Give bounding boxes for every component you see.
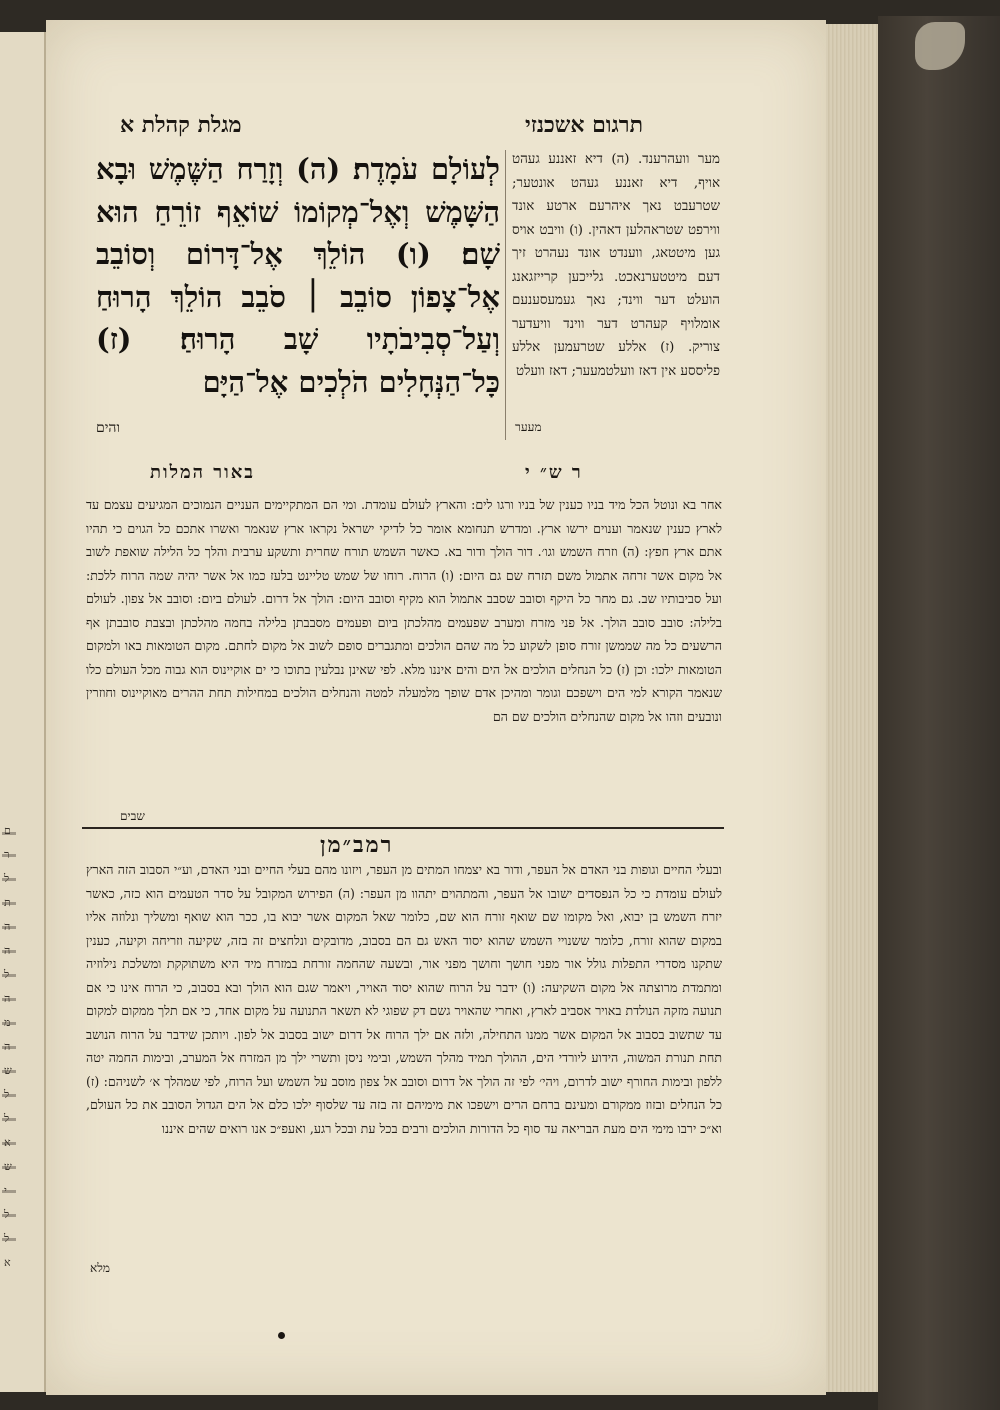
page-edges xyxy=(826,24,878,1392)
facing-page-letter: ה xyxy=(4,1040,11,1053)
scripture-catchword: והים xyxy=(96,420,121,436)
facing-page-edge xyxy=(0,32,46,1392)
ramban-commentary: ובעלי החיים וגופות בני האדם אל העפר, ודור בא יצמחו המתים מן העפר, ויזונו מהם בעלי החיים ובני האדם, וע״י הסבוב הזה הארץ לעולם עומדת כי כל הנפסדים ישובו אל העפר, והמתהוים יתהוו מן העפר: (ה) הפירוש המקובל על סדר הטעמים הוא כזה, כאשר יזרח השמש בן יבוא, ואל מקומו שם שואף זורח הוא שם, כלומר שאל המקום אשר יבוא בו, ככר הוא שואף ומשליך ונלוזה אליו במקום שהוא זורח, כלומר ששנויי השמש שהוא יסוד האש גם הם בסבוב, מדובקים ונלחצים זה בזה, שקיעה וזריחה וקיעה, כענין שתקנו מסדרי התפלות גולל אור מפני חושך וחושך מפני אור, ובשעה שהחמה זורחת במזרח מיד היא משתוקקת ומשלכת נילוזיה ומתמדת מרוצתה אל מקום השקיעה: (ו) ידבר על הרוח שהוא יסוד האויר, ויאמר שגם הוא הולך ובא בסבוב, כי הרוח אינו כי אם תנועה מזקה הנולדת באויר אסביב לארץ, ואחרי שהאויר גשם דק שפוגי לא תשאר התנועה על מקום אחד, כי אם תלך ממקום למקום עד שתשוב בסבוב אל המקום אשר ממנו התחילה, ולזה אם ילך הרוח אל דרום ישוב בסבוב אל לפון. ויותכן שידבר על הרוח הנושב תחת תנורת המשוה, הידוע ליורדי הים, ההולך תמיד מהלך השמש, ובימי ניסן ותשרי ילך מן המזרח אל המערב, ובימות החמה יטה ללפון ובימות החורף ישוב לדרום, ויהי׳ לפי זה הולך אל דרום וסובב אל צפון מוסב על השמש ועל הרוח, לפי שמהלך א׳ לשניהם: (ז) כל הנחלים ובזוז ממקורם ומעינם ברחם הרים וישפכו את מימיהם זה בזה עד שלסוף ילכו כלם אל הים הגדול הסובב את כל העולם, וא״כ ירבו מימי הים מעת הבריאה עד סוף כל הדורות הולכים ורבים בכל עת ובכל רגע, ואעפ״כ אנו רואים שהים איננו xyxy=(86,862,722,1136)
facing-page-letter: ר xyxy=(4,848,10,861)
targum-text: מער וועהרענד. (ה) דיא זאננע געהט אויף, דיא זאננע געהט אונטער; שטרעבט נאך איהרעם ארטע אונד ווירפט שטראהלען דאהין. (ו) וויבט אויס גען מיטטאג, ווענדט אונד נעהרט זיך דעם מיטטערנאכט. גלייכען קרייזגאנג הועלט דער ווינד; נאך געמעסענעם אומלויף קעהרט דער ווינד וויעדער צוריק. (ז) אללע שטרעמען אללע פליססע אין דאז וועלטמעער; דאז וועלט xyxy=(512,152,720,379)
facing-page-letter: ל xyxy=(4,872,10,885)
book-spine xyxy=(878,16,1000,1410)
rashi-heading: ר ש״ י xyxy=(525,462,583,483)
ramban-catchword: מלא xyxy=(90,1261,110,1275)
biur-heading: באור המלות xyxy=(150,462,255,483)
scripture-text: לְעוֹלָם עֹמָדֶת׃ (ה) וְזָרַח הַשֶּׁמֶשׁ וּבָא הַשָּׁמֶשׁ וְאֶל־מְקוֹמוֹ שׁוֹאֵף זוֹרֵחַ הוּא שָׁם׃ (ו) הוֹלֵךְ אֶל־דָּרוֹם וְסוֹבֵב אֶל־צָפוֹן סוֹבֵב ׀ סֹבֵב הוֹלֵךְ הָרוּחַ וְעַל־סְבִיבֹתָיו שָׁב הָרוּחַ׃ (ז) כָּל־הַנְּחָלִים הֹלְכִים אֶל־הַיָּם xyxy=(96,152,500,399)
facing-page-letter: ש xyxy=(4,1160,12,1173)
facing-page-letter: ל xyxy=(4,1088,10,1101)
facing-page-letter: ה xyxy=(4,920,11,933)
facing-page-letter: ל xyxy=(4,1208,10,1221)
rashi-commentary: אחר בא ונוטל הכל מיד בניו כענין של בניו ורגו לים: והארץ לעולם עומדת. ומי הם המתקיימים העניים הנמוכים המגיעים עצמם עד לארץ כענין שנאמר וענוים ירשו ארץ. ומדרש תנחומא אומר כל לדיקי ישראל נקראו ארץ שנאמר ואשרו אתכם כל הגוים כי תהיו אתם ארץ חפץ: (ה) וזרח השמש וגו׳. דור הולך ודור בא. כאשר השמש תורח שחרית ותשקע ערבית והלך כל הלילה שואפת לשוב אל מקום אשר זרחה אתמול משם תזרח שם גם היום: (ו) הרוח. רוחו של שמש טליינט בלעז כמו אל אשר יהיה שמה הרוח ללכת: ועל סביבותיו שב. גם מחר כל היקף וסובב שסבב אתמול הוא מקיף וסובב היום: הולך אל דרום. לעולם ביום: וסובב אל צפון. לעולם בלילה: סובב סובב הולך. אל פני מזרח ומערב שפעמים מהלכתן ביום ופעמים מסבבתן בלילה בחמה מהלכתן ובצבת סובבתן אף הרשעים כל מה שממשן זורח סופן לשקוע כל מה שהם הולכים ומתגברים סופם לשוב אל מקום לחתם. מקום הטומאות באו ולמקום הטומאות ילכו: וכן (ז) כל הנחלים הולכים אל הים והים איננו מלא. לפי שאינן נבלעין בתוכו כי ים אוקיינוס הוא גבוה מכל העולם כלו שנאמר הקורא למי הים וישפכם וגומר ומהיכן אדם שופך מלמעלה למטה והנחלים הולכים במחילות תחת ההרים מאוקיינוס וחוזרין ונובעים וזהו אל מקום שהנחלים הולכים שם הם xyxy=(86,497,722,724)
ramban-heading: רמב״מן xyxy=(320,832,394,858)
page-dot xyxy=(278,1332,285,1339)
facing-page-letter: ל xyxy=(4,1112,10,1125)
facing-page-letter: מ xyxy=(4,1016,11,1029)
column-divider xyxy=(505,150,506,440)
facing-page-letter: א xyxy=(4,1256,11,1269)
targum-catchword: מעער xyxy=(515,420,542,434)
rashi-catchword: שבים xyxy=(120,809,145,823)
facing-page-letter: ם xyxy=(4,824,11,837)
facing-page-letter: ה xyxy=(4,992,11,1005)
section-rule xyxy=(82,827,724,829)
targum-title: תרגום אשכנזי xyxy=(525,112,644,138)
facing-page-letter: ש xyxy=(4,1064,12,1077)
facing-page-letter: ל xyxy=(4,968,10,981)
running-title: מגלת קהלת א xyxy=(120,112,242,138)
facing-page-letter: א xyxy=(4,1136,11,1149)
facing-page-letter: ל xyxy=(4,1232,10,1245)
facing-page-letter: ת xyxy=(4,896,11,909)
facing-page-letter: ה xyxy=(4,944,11,957)
facing-page-letter: י xyxy=(4,1184,7,1197)
